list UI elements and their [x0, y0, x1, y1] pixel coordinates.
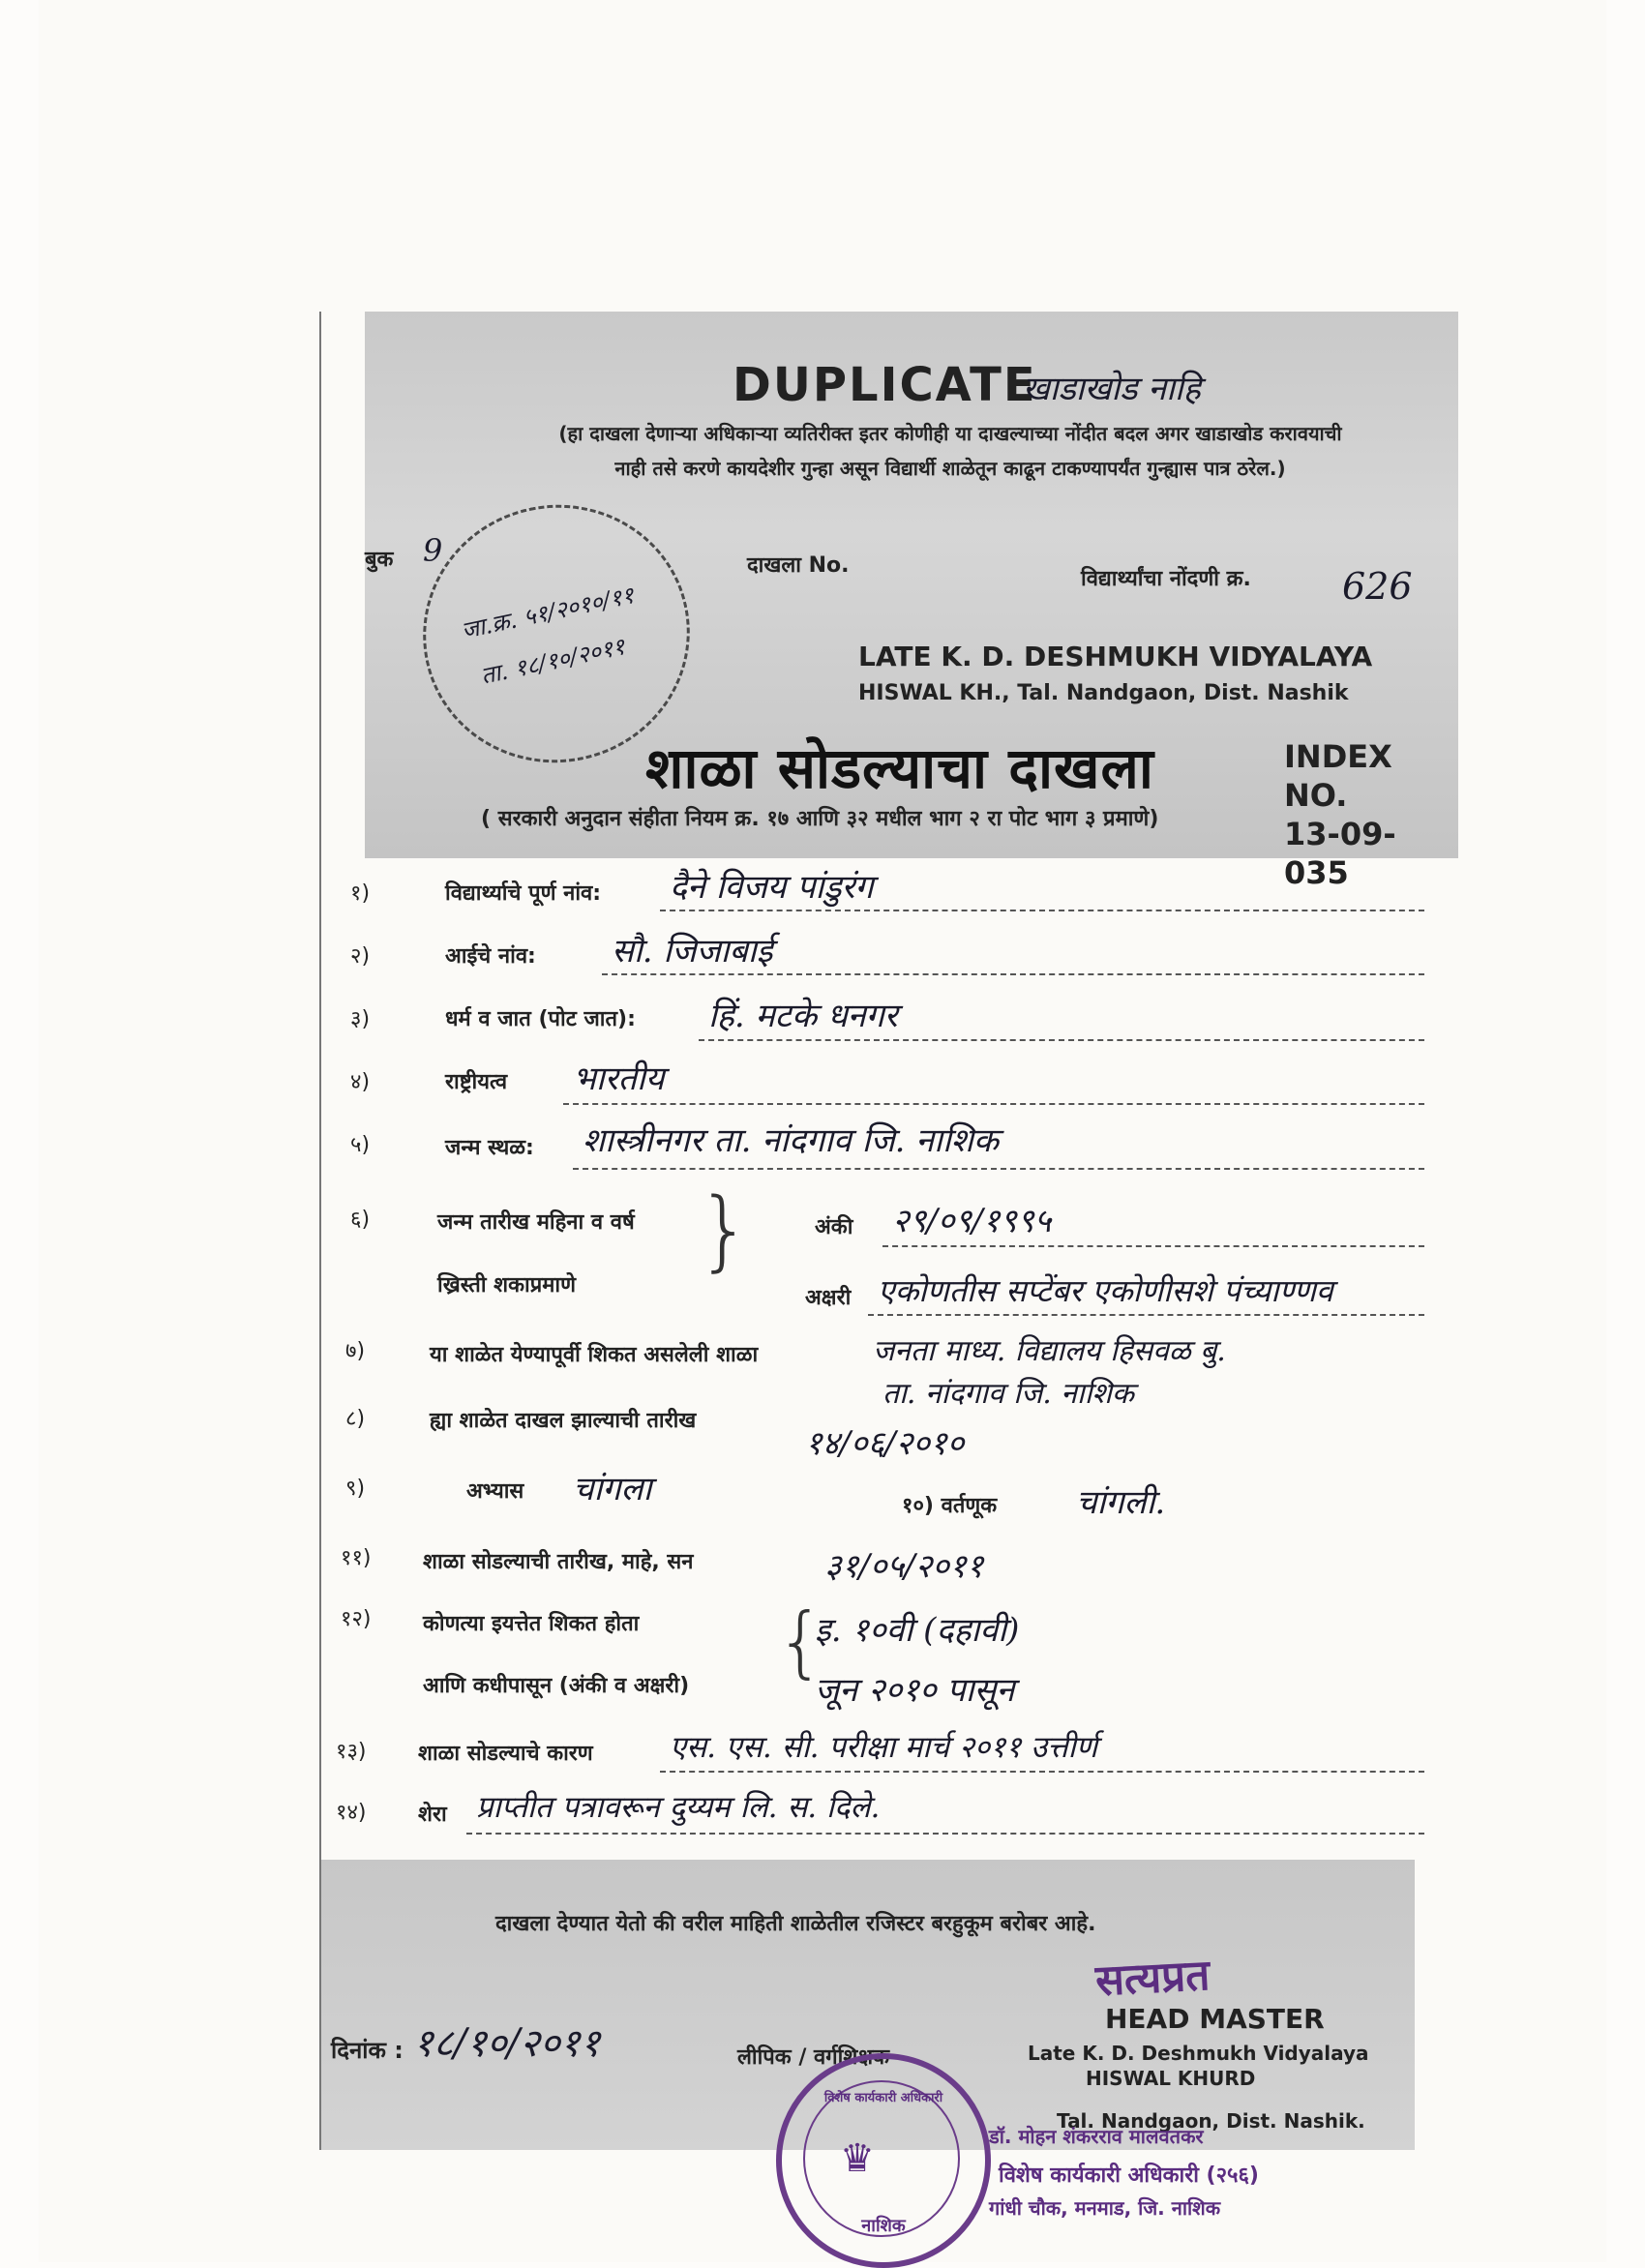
headmaster-school: Late K. D. Deshmukh Vidyalaya	[1028, 2042, 1369, 2065]
field-value-nationality: भारतीय	[573, 1059, 665, 1098]
field-label-full-name: विद्यार्थ्याचे पूर्ण नांव:	[445, 881, 602, 906]
fill-line	[573, 1168, 1424, 1170]
digits-label: अंकी	[815, 1215, 853, 1239]
stamp-date: ता. १८/१०/२०११	[478, 632, 628, 690]
field-value-leaving-date: ३१/०५/२०११	[824, 1547, 984, 1586]
brace-symbol: }	[697, 1179, 753, 1281]
index-box	[1284, 737, 1458, 892]
warning-text	[471, 416, 1429, 486]
row-number: १)	[350, 881, 371, 906]
field-label-birth-date: जन्म तारीख महिना व वर्ष	[437, 1210, 635, 1235]
school-address: HISWAL KH., Tal. Nandgaon, Dist. Nashik	[858, 681, 1349, 705]
field-label-remarks: शेरा	[418, 1803, 447, 1827]
warning-line-2: नाही तसे करणे कायदेशीर गुन्हा असून विद्यार्थी शाळेतून काढून टाकण्यापर्यंत गुन्ह्यास पात्र ठरेल.)	[614, 457, 1286, 480]
row-number: ११)	[341, 1546, 372, 1570]
emblem-icon: ♛	[840, 2136, 875, 2181]
field-label-study: अभ्यास	[466, 1479, 524, 1504]
field-value-previous-school: जनता माध्य. विद्यालय हिसवळ बु.	[873, 1334, 1226, 1368]
field-label-since: आणि कधीपासून (अंकी व अक्षरी)	[423, 1674, 690, 1698]
seal-top-text: विशेष कार्यकारी अधिकारी	[823, 2091, 943, 2105]
field-value-study: चांगला	[573, 1470, 652, 1508]
field-label-leaving-date: शाळा सोडल्याची तारीख, माहे, सन	[423, 1550, 694, 1574]
registration-label: विद्यार्थ्यांचा नोंदणी क्र.	[1081, 567, 1251, 591]
registration-number: 626	[1342, 565, 1413, 608]
officer-title: विशेष कार्यकारी अधिकारी (२५६)	[999, 2164, 1259, 2188]
field-value-full-name: दैने विजय पांडुरंग	[670, 868, 874, 907]
certificate-title: शाळा सोडल्याचा दाखला	[645, 735, 1154, 801]
field-label-conduct: १०) वर्तणूक	[902, 1494, 998, 1518]
row-number: ५)	[350, 1133, 371, 1157]
fill-line	[563, 1103, 1424, 1105]
fill-line	[882, 1245, 1424, 1247]
field-label-mother-name: आईचे नांव:	[445, 944, 536, 969]
row-number: ६)	[350, 1208, 371, 1232]
index-number: 13-09-035	[1284, 816, 1396, 891]
field-label-christian-calendar: ख्रिस्ती शकाप्रमाणे	[437, 1273, 577, 1298]
fill-line	[602, 973, 1424, 975]
book-label: बुक	[365, 548, 394, 572]
dakhla-no-label: दाखला No.	[747, 553, 850, 578]
clerk-label: लीपिक / वर्गशिक्षक	[737, 2045, 890, 2070]
field-value-previous-school-place: ता. नांदगाव जि. नाशिक	[882, 1377, 1134, 1411]
birth-date-digits: २९/०९/१९९५	[892, 1202, 1052, 1240]
fill-line	[699, 1039, 1424, 1041]
paper-sheet	[39, 0, 1606, 2262]
row-number: ९)	[345, 1477, 366, 1501]
index-label: INDEX NO.	[1284, 738, 1392, 814]
headmaster-taluka: Tal. Nandgaon, Dist. Nashik.	[1057, 2109, 1365, 2133]
field-value-standard: इ. १०वी (दहावी)	[815, 1611, 1020, 1650]
date-label: दिनांक :	[331, 2037, 404, 2064]
no-erasure-note: खाडाखोड नाहि	[1023, 370, 1201, 408]
government-seal	[776, 2053, 991, 2268]
leaving-certificate	[319, 312, 1463, 2236]
field-label-admission-date: ह्या शाळेत दाखल झाल्याची तारीख	[430, 1409, 697, 1433]
row-number: १४)	[336, 1801, 367, 1825]
fill-line	[466, 1833, 1424, 1835]
field-value-remarks: प्राप्तीत पत्रावरून दुय्यम लि. स. दिले.	[476, 1790, 881, 1825]
duplicate-heading: DUPLICATE	[733, 358, 1037, 412]
field-value-birth-place: शास्त्रीनगर ता. नांदगाव जि. नाशिक	[583, 1121, 1000, 1160]
school-name: LATE K. D. DESHMUKH VIDYALAYA	[858, 641, 1373, 672]
words-label: अक्षरी	[805, 1286, 852, 1310]
field-label-leaving-reason: शाळा सोडल्याचे कारण	[418, 1742, 593, 1766]
true-copy-stamp: सत्यप्रत	[1093, 1950, 1211, 2007]
date-value: १८/१०/२०११	[413, 2021, 601, 2066]
field-value-since: जून २०१० पासून	[815, 1671, 1015, 1710]
birth-date-words: एकोणतीस सप्टेंबर एकोणीसशे पंच्याण्णव	[878, 1272, 1333, 1309]
field-value-leaving-reason: एस. एस. सी. परीक्षा मार्च २०११ उत्तीर्ण	[670, 1730, 1098, 1765]
warning-line-1: (हा दाखला देणाऱ्या अधिकाऱ्या व्यतिरीक्त इतर कोणीही या दाखल्याच्या नोंदीत बदल अगर खाडाखोड करावयाची	[558, 422, 1342, 445]
row-number: ४)	[350, 1070, 371, 1094]
field-value-religion-caste: हिं. मटके धनगर	[708, 997, 898, 1035]
row-number: १३)	[336, 1740, 367, 1764]
seal-bottom-text: नाशिक	[861, 2216, 906, 2236]
field-label-religion-caste: धर्म व जात (पोट जात):	[445, 1007, 636, 1031]
row-number: २)	[350, 944, 371, 969]
certification-text: दाखला देण्यात येतो की वरील माहिती शाळेतील रजिस्टर बरहुकूम बरोबर आहे.	[495, 1912, 1096, 1936]
fill-line	[660, 1771, 1424, 1773]
book-number: 9	[423, 532, 443, 569]
field-value-conduct: चांगली.	[1076, 1483, 1166, 1522]
officer-address: गांधी चौक, मनमाड, जि. नाशिक	[989, 2196, 1221, 2220]
rule-reference: ( सरकारी अनुदान संहीता नियम क्र. १७ आणि ३२ मधील भाग २ रा पोट भाग ३ प्रमाणे)	[481, 807, 1159, 831]
row-number: १२)	[341, 1607, 372, 1631]
field-value-mother-name: सौ. जिजाबाई	[612, 932, 773, 970]
field-label-birth-place: जन्म स्थळ:	[445, 1136, 534, 1160]
field-label-previous-school: या शाळेत येण्यापूर्वी शिकत असलेली शाळा	[430, 1343, 759, 1367]
fill-line	[868, 1314, 1424, 1316]
officer-name: डॉ. मोहन शंकरराव मालवतकर	[989, 2125, 1204, 2148]
field-label-standard: कोणत्या इयत्तेत शिकत होता	[423, 1612, 640, 1636]
row-number: ७)	[345, 1339, 366, 1363]
stamp-ref-number: जा.क्र. ५१/२०१०/११	[459, 581, 637, 644]
fill-line	[660, 910, 1424, 911]
headmaster-place: HISWAL KHURD	[1086, 2067, 1256, 2090]
row-number: ८)	[345, 1407, 366, 1431]
field-value-admission-date: १४/०६/२०१०	[805, 1424, 965, 1463]
row-number: ३)	[350, 1007, 371, 1031]
brace-symbol: {	[776, 1597, 825, 1686]
field-label-nationality: राष्ट्रीयत्व	[445, 1070, 508, 1094]
headmaster-title: HEAD MASTER	[1105, 2003, 1325, 2035]
